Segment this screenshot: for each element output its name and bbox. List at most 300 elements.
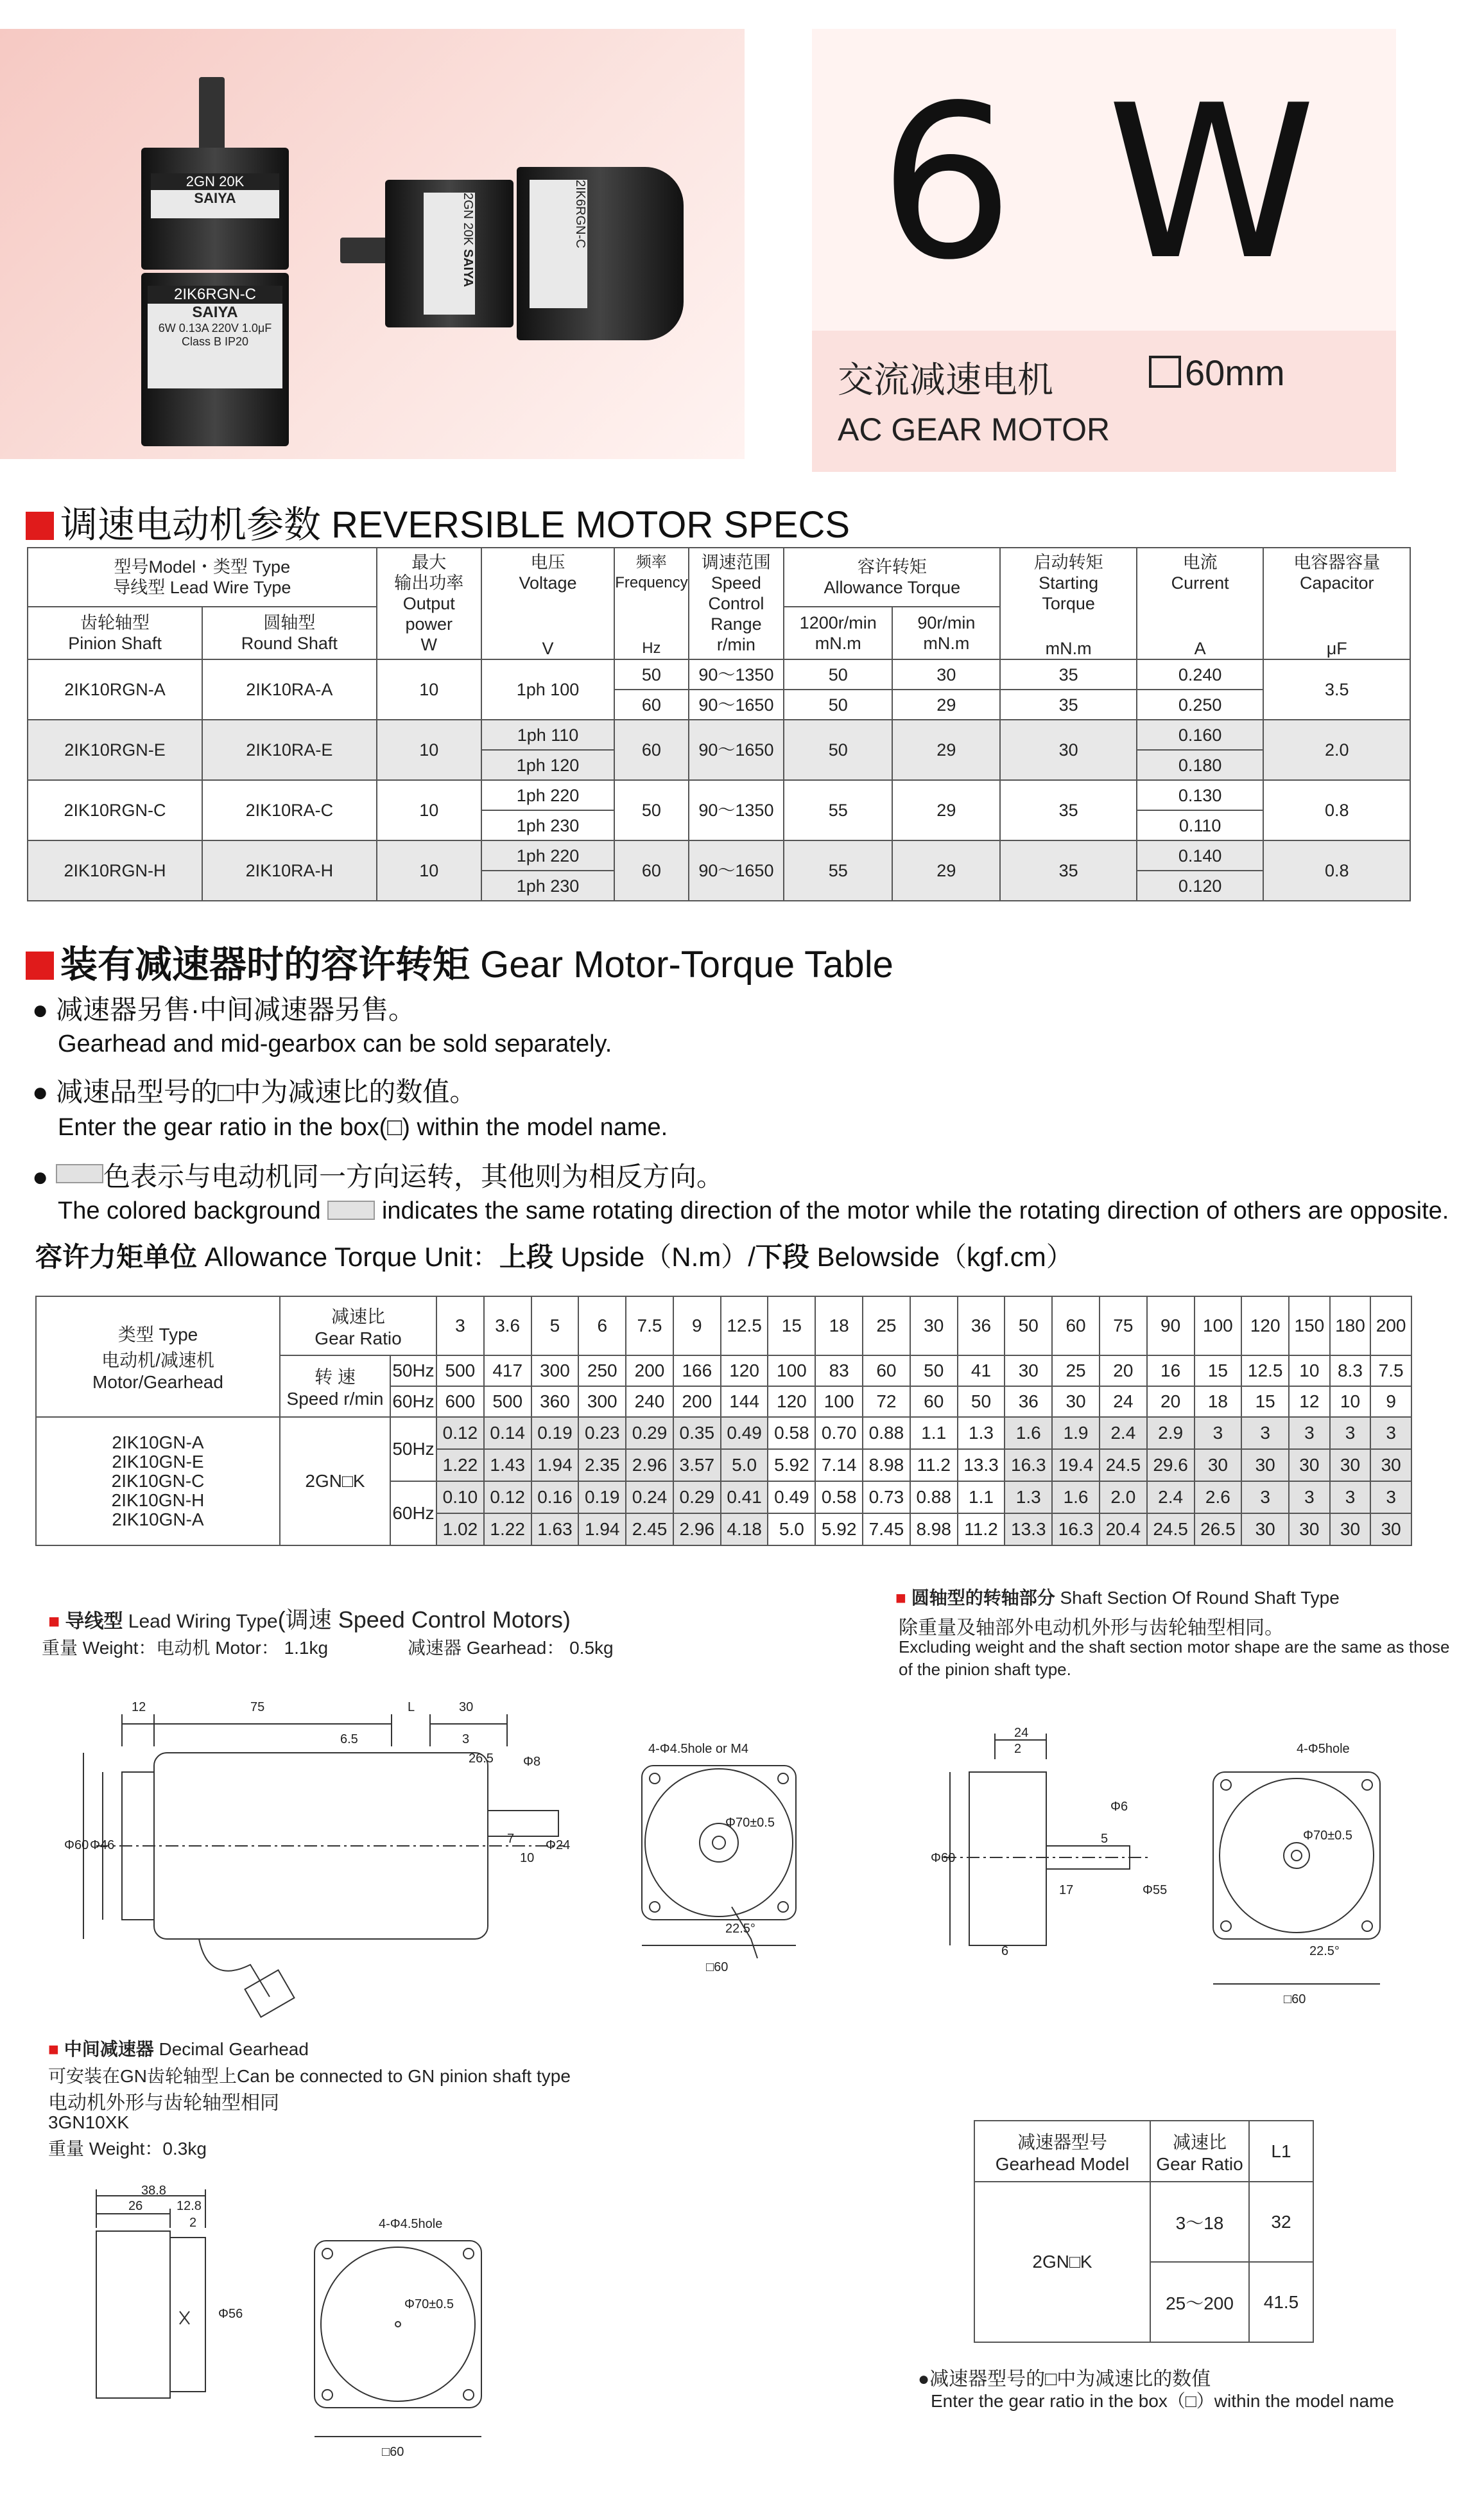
voltage-cell: 1ph 220 <box>481 840 614 871</box>
torque-90-cell: 29 <box>892 690 1000 720</box>
speed-cell: 20 <box>1100 1355 1147 1386</box>
red-square-icon <box>26 952 54 980</box>
bullet-3-cn-text: 色表示与电动机同一方向运转，其他则为相反方向。 <box>103 1161 724 1192</box>
torque-value-cell: 3 <box>1330 1417 1371 1449</box>
speed-cell: 120 <box>721 1355 768 1386</box>
speed-range-header <box>689 548 784 659</box>
speed-cell: 20 <box>1147 1386 1195 1417</box>
capacitor-header <box>1263 548 1410 659</box>
voltage-header-text: 电压 Voltage <box>519 553 577 593</box>
torque-value-cell: 0.49 <box>768 1481 815 1513</box>
motor-photo-2 <box>340 167 700 347</box>
red-dot-icon: ■ <box>48 1611 60 1632</box>
voltage-cell: 1ph 220 <box>481 780 614 810</box>
power-cell: 10 <box>377 659 481 720</box>
torque-value-cell: 13.3 <box>1005 1513 1052 1545</box>
torque-value-cell: 0.58 <box>815 1481 863 1513</box>
bullet-2-cn: ● 减速品型号的□中为减速比的数值。 <box>32 1077 477 1107</box>
speed-cell: 240 <box>626 1386 673 1417</box>
current-header-text: 电流 Current <box>1171 553 1229 593</box>
torque-value-cell: 1.1 <box>958 1481 1005 1513</box>
torque-value-cell: 3 <box>1289 1481 1330 1513</box>
current-cell: 0.130 <box>1137 780 1264 810</box>
round-shaft-side-drawing <box>931 1726 1175 1971</box>
decimal-front-drawing <box>308 2215 513 2472</box>
gearhead-table <box>974 2120 1314 2343</box>
frequency-header <box>614 548 688 659</box>
torque-value-cell: 1.02 <box>436 1513 484 1545</box>
capacitor-header-text: 电容器容量 Capacitor <box>1293 553 1381 593</box>
power-header-text: 最大 输出功率 Output power <box>394 553 464 634</box>
dim-5: 5 <box>1101 1832 1109 1846</box>
speed-header-text: 调速范围 Speed Control Range <box>701 553 771 634</box>
motor-rating-text: 6W 0.13A 220V 1.0μF <box>158 322 272 335</box>
torque-value-cell: 0.41 <box>721 1481 768 1513</box>
gearhead-body <box>141 148 289 270</box>
gh-l1-1: 32 <box>1249 2182 1313 2262</box>
dim-L: L <box>408 1700 415 1714</box>
frequency-cell: 60 <box>614 720 688 780</box>
round-desc-en-1: Excluding weight and the shaft section motor shape are the same as those <box>899 1637 1450 1656</box>
speed-cell: 25 <box>1052 1355 1100 1386</box>
lead-wire-title <box>48 1602 571 1635</box>
motor2-body <box>517 167 684 340</box>
ratio-cell: 90 <box>1147 1296 1195 1355</box>
torque-value-cell: 0.19 <box>578 1481 626 1513</box>
dim-6: 6 <box>1001 1944 1009 1958</box>
dim-phi60: Φ60 <box>931 1851 956 1865</box>
unit-cn-2: 上段 <box>499 1242 553 1272</box>
frequency-cell: 50 <box>614 659 688 690</box>
ratio-cell: 36 <box>958 1296 1005 1355</box>
lead-header-text: 导线型 Lead Wire Type <box>113 578 291 598</box>
speed-range-cell: 90～1350 <box>689 780 784 840</box>
speed-cell: 50 <box>958 1386 1005 1417</box>
pinion-header-en: Pinion Shaft <box>68 634 162 654</box>
torque-value-cell: 30 <box>1195 1449 1242 1481</box>
torque-value-cell: 7.14 <box>815 1449 863 1481</box>
dim-38.8: 38.8 <box>141 2184 166 2198</box>
speed-cell: 500 <box>436 1355 484 1386</box>
bullet-3-en-b: indicates the same rotating direction of the motor while the rotating direction of others are opposite. <box>381 1197 1449 1224</box>
torque-value-cell: 2.45 <box>626 1513 673 1545</box>
round-model-cell: 2IK10RA-H <box>202 840 377 901</box>
dim-30: 30 <box>459 1700 474 1714</box>
dim-6.5: 6.5 <box>340 1732 358 1746</box>
power-header <box>377 548 481 659</box>
torque-value-cell: 0.35 <box>673 1417 721 1449</box>
motor2-brand-text: SAIYA <box>461 248 475 288</box>
current-cell: 0.110 <box>1137 810 1264 840</box>
torque-value-cell: 30 <box>1241 1449 1289 1481</box>
dim-front-square: □60 <box>706 1960 729 1974</box>
torque-value-cell: 8.98 <box>863 1449 910 1481</box>
torque-value-cell: 0.88 <box>910 1481 958 1513</box>
square-icon <box>1149 356 1181 388</box>
voltage-cell: 1ph 120 <box>481 750 614 780</box>
unit-en-1: Allowance Torque Unit： <box>197 1242 499 1272</box>
voltage-unit-text: V <box>542 639 554 658</box>
lead-wire-front-drawing <box>629 1734 822 2010</box>
torque-value-cell: 26.5 <box>1195 1513 1242 1545</box>
gh-model-header: 减速器型号 Gearhead Model <box>974 2121 1150 2182</box>
torque-value-cell: 29.6 <box>1147 1449 1195 1481</box>
model-type-header <box>28 548 377 607</box>
torque-value-cell: 2.9 <box>1147 1417 1195 1449</box>
round-desc-en-2: of the pinion shaft type. <box>899 1660 1071 1679</box>
pinion-model-cell: 2IK10RGN-C <box>28 780 202 840</box>
speed-cell: 300 <box>531 1355 579 1386</box>
torque-value-cell: 2.96 <box>626 1449 673 1481</box>
ratio-cell: 6 <box>578 1296 626 1355</box>
torque-value-cell: 1.63 <box>531 1513 579 1545</box>
ratio-cell: 5 <box>531 1296 579 1355</box>
freq-header-text: 频率 Frequency <box>615 553 688 591</box>
speed-range-cell: 90～1350 <box>689 659 784 690</box>
ratio-cell: 60 <box>1052 1296 1100 1355</box>
speed-cell: 250 <box>578 1355 626 1386</box>
speed-cell: 100 <box>815 1386 863 1417</box>
frequency-cell: 60 <box>614 690 688 720</box>
torque-value-cell: 8.98 <box>910 1513 958 1545</box>
speed-cell: 24 <box>1100 1386 1147 1417</box>
frame-size-label <box>1149 352 1285 394</box>
frame-size-text: 60mm <box>1185 352 1285 393</box>
starting-torque-cell: 35 <box>1000 840 1136 901</box>
dim-round-angle: 22.5° <box>1309 1944 1340 1958</box>
specs-section-title <box>26 494 850 548</box>
torque-value-cell: 19.4 <box>1052 1449 1100 1481</box>
decimal-title-cn: 中间减速器 <box>64 2039 154 2059</box>
capacitor-cell: 0.8 <box>1263 840 1410 901</box>
ratio-cell: 3 <box>436 1296 484 1355</box>
torque-value-cell: 0.24 <box>626 1481 673 1513</box>
torque-value-cell: 2.4 <box>1147 1481 1195 1513</box>
torque-value-cell: 0.23 <box>578 1417 626 1449</box>
dim-17: 17 <box>1059 1883 1074 1897</box>
capacitor-cell: 3.5 <box>1263 659 1410 720</box>
torque-value-cell: 4.18 <box>721 1513 768 1545</box>
dim-2: 2 <box>1014 1742 1022 1756</box>
torque-value-cell: 24.5 <box>1147 1513 1195 1545</box>
torque-value-cell: 0.88 <box>863 1417 910 1449</box>
ratio-header: 减速比 Gear Ratio <box>280 1296 436 1355</box>
speed-cell: 500 <box>484 1386 531 1417</box>
decimal-weight: 重量 Weight：0.3kg <box>48 2139 207 2159</box>
unit-en-2: Upside（N.m）/ <box>553 1242 755 1272</box>
hz-cell: 50Hz <box>390 1417 436 1481</box>
torque-value-cell: 5.92 <box>768 1449 815 1481</box>
dim-phi6: Φ6 <box>1110 1800 1128 1814</box>
dim-26.5: 26.5 <box>469 1752 494 1766</box>
starting-torque-cell: 35 <box>1000 780 1136 840</box>
color-swatch <box>56 1164 103 1183</box>
torque-value-cell: 5.0 <box>768 1513 815 1545</box>
capacitor-cell: 2.0 <box>1263 720 1410 780</box>
dim-front-holes: 4-Φ4.5hole or M4 <box>648 1742 749 1756</box>
torque-header-text: 容许转矩 Allowance Torque <box>824 557 961 598</box>
gh-ratio-header: 减速比 Gear Ratio <box>1150 2121 1249 2182</box>
t90-text: 90r/min <box>917 613 976 633</box>
round-model-cell: 2IK10RA-A <box>202 659 377 720</box>
round-model-cell: 2IK10RA-C <box>202 780 377 840</box>
lead-title-en2: Speed Control Motors) <box>331 1606 571 1633</box>
torque-title-cn: 装有减速器时的容许转矩 <box>60 944 470 986</box>
color-swatch <box>327 1201 375 1220</box>
capacitor-unit-text: μF <box>1326 639 1347 658</box>
motor-brand-text: SAIYA <box>192 304 238 321</box>
hz50-cell: 50Hz <box>390 1355 436 1386</box>
round-header-en: Round Shaft <box>241 634 338 654</box>
gearhead-label <box>151 173 279 218</box>
speed-cell: 60 <box>863 1355 910 1386</box>
speed-cell: 417 <box>484 1355 531 1386</box>
torque-value-cell: 0.29 <box>626 1417 673 1449</box>
torque-value-cell: 2.4 <box>1100 1417 1147 1449</box>
dim-dec-pcd: Φ70±0.5 <box>404 2297 454 2311</box>
ratio-cell: 9 <box>673 1296 721 1355</box>
speed-cell: 30 <box>1052 1386 1100 1417</box>
torque-value-cell: 24.5 <box>1100 1449 1147 1481</box>
torque-value-cell: 0.16 <box>531 1481 579 1513</box>
torque-value-cell: 3 <box>1241 1481 1289 1513</box>
dim-dec-square: □60 <box>382 2445 404 2459</box>
model-header-text: 型号Model・类型 Type <box>114 557 291 577</box>
torque-value-cell: 3 <box>1370 1417 1411 1449</box>
decimal-desc-2: 电动机外形与齿轮轴型相同 <box>48 2092 279 2114</box>
speed-cell: 120 <box>768 1386 815 1417</box>
torque-value-cell: 1.22 <box>484 1513 531 1545</box>
torque-value-cell: 1.94 <box>578 1513 626 1545</box>
torque-value-cell: 2.35 <box>578 1449 626 1481</box>
power-cell: 10 <box>377 840 481 901</box>
torque-value-cell: 11.2 <box>910 1449 958 1481</box>
torque-value-cell: 16.3 <box>1052 1513 1100 1545</box>
round-shaft-front-drawing <box>1207 1727 1399 2016</box>
round-title-cn: 圆轴型的转轴部分 <box>911 1588 1055 1608</box>
motor2-shaft <box>340 238 392 263</box>
pinion-model-cell: 2IK10RGN-E <box>28 720 202 780</box>
torque-unit-line <box>35 1236 1073 1274</box>
round-header <box>202 607 377 659</box>
dim-phi46: Φ46 <box>90 1838 115 1852</box>
lead-title-cn2: (调速 <box>277 1606 332 1633</box>
torque-value-cell: 30 <box>1370 1449 1411 1481</box>
capacitor-cell: 0.8 <box>1263 780 1410 840</box>
motor-class-text: Class B IP20 <box>181 335 249 348</box>
motor2-gearhead-label <box>424 193 475 315</box>
torque-1200-cell: 55 <box>784 780 892 840</box>
bullet-3-cn: ● 色表示与电动机同一方向运转，其他则为相反方向。 <box>32 1161 724 1192</box>
hz60-cell: 60Hz <box>390 1386 436 1417</box>
torque-value-cell: 1.9 <box>1052 1417 1100 1449</box>
model-name: 2IK10GN-C <box>111 1471 205 1491</box>
starting-unit-text: mN.m <box>1045 639 1092 658</box>
pinion-model-cell: 2IK10RGN-A <box>28 659 202 720</box>
speed-cell: 50 <box>910 1355 958 1386</box>
torque-value-cell: 16.3 <box>1005 1449 1052 1481</box>
round-model-cell: 2IK10RA-E <box>202 720 377 780</box>
torque-1200-cell: 50 <box>784 720 892 780</box>
torque-value-cell: 1.3 <box>958 1417 1005 1449</box>
torque-value-cell: 0.73 <box>863 1481 910 1513</box>
model-name: 2IK10GN-H <box>111 1490 205 1510</box>
motor-body <box>141 273 289 446</box>
speed-cell: 166 <box>673 1355 721 1386</box>
model-name: 2IK10GN-E <box>112 1452 204 1472</box>
torque-value-cell: 2.6 <box>1195 1481 1242 1513</box>
voltage-cell: 1ph 100 <box>481 659 614 720</box>
starting-header-text: 启动转矩 Starting Torque <box>1033 553 1103 613</box>
speed-cell: 360 <box>531 1386 579 1417</box>
current-header <box>1137 548 1264 659</box>
torque-value-cell: 2.96 <box>673 1513 721 1545</box>
gearhead-note-en: Enter the gear ratio in the box（□）within the model name <box>931 2391 1394 2411</box>
gh-l1-header: L1 <box>1249 2121 1313 2182</box>
bullet-2-en: Enter the gear ratio in the box(□) within the model name. <box>58 1114 668 1141</box>
dim-12: 12 <box>132 1700 146 1714</box>
torque-value-cell: 0.19 <box>531 1417 579 1449</box>
ratio-cell: 100 <box>1195 1296 1242 1355</box>
gh-ratio-1: 3～18 <box>1150 2182 1249 2262</box>
speed-cell: 144 <box>721 1386 768 1417</box>
ratio-cell: 180 <box>1330 1296 1371 1355</box>
torque-90-header <box>892 607 1000 659</box>
dim-phi24: Φ24 <box>546 1838 571 1852</box>
voltage-header <box>481 548 614 659</box>
torque-value-cell: 0.10 <box>436 1481 484 1513</box>
torque-value-cell: 30 <box>1241 1513 1289 1545</box>
torque-1200-cell: 50 <box>784 690 892 720</box>
motor2-gearhead-text: 2GN 20K <box>461 193 475 246</box>
torque-value-cell: 3.57 <box>673 1449 721 1481</box>
torque-value-cell: 30 <box>1370 1513 1411 1545</box>
torque-90-cell: 30 <box>892 659 1000 690</box>
model-name: 2IK10GN-A <box>112 1432 204 1452</box>
specs-title-text: 调速电动机参数 REVERSIBLE MOTOR SPECS <box>60 504 850 546</box>
ratio-cell: 25 <box>863 1296 910 1355</box>
starting-torque-cell: 35 <box>1000 690 1136 720</box>
speed-cell: 18 <box>1195 1386 1242 1417</box>
speed-cell: 200 <box>626 1355 673 1386</box>
torque-value-cell: 30 <box>1330 1513 1371 1545</box>
dim-26: 26 <box>128 2199 143 2213</box>
power-cell: 10 <box>377 780 481 840</box>
lead-weight: 重量 Weight：电动机 Motor： 1.1kg <box>42 1638 329 1658</box>
torque-value-cell: 30 <box>1289 1513 1330 1545</box>
unit-cn-1: 容许力矩单位 <box>35 1242 198 1272</box>
speed-cell: 8.3 <box>1330 1355 1371 1386</box>
speed-cell: 200 <box>673 1386 721 1417</box>
speed-range-cell: 90～1650 <box>689 690 784 720</box>
starting-torque-header <box>1000 548 1136 659</box>
speed-unit-text: r/min <box>716 635 755 654</box>
speed-cell: 41 <box>958 1355 1005 1386</box>
torque-value-cell: 1.1 <box>910 1417 958 1449</box>
torque-value-cell: 0.49 <box>721 1417 768 1449</box>
torque-value-cell: 11.2 <box>958 1513 1005 1545</box>
speed-cell: 10 <box>1330 1386 1371 1417</box>
current-cell: 0.250 <box>1137 690 1264 720</box>
hz-cell: 60Hz <box>390 1481 436 1545</box>
ratio-cell: 150 <box>1289 1296 1330 1355</box>
ratio-cell: 30 <box>910 1296 958 1355</box>
dim-phi55: Φ55 <box>1143 1883 1168 1897</box>
ratio-cell: 7.5 <box>626 1296 673 1355</box>
decimal-gearhead-title <box>48 2035 309 2061</box>
unit-cn-3: 下段 <box>755 1242 809 1272</box>
decimal-side-drawing <box>90 2184 257 2408</box>
ratio-cell: 75 <box>1100 1296 1147 1355</box>
gearhead-cell: 2GN□K <box>280 1417 390 1545</box>
model-name: 2IK10GN-A <box>112 1509 204 1529</box>
torque-value-cell: 30 <box>1330 1449 1371 1481</box>
power-cell: 10 <box>377 720 481 780</box>
dim-dec-holes: 4-Φ4.5hole <box>379 2217 443 2231</box>
starting-torque-cell: 35 <box>1000 659 1136 690</box>
frequency-cell: 50 <box>614 780 688 840</box>
torque-value-cell: 1.43 <box>484 1449 531 1481</box>
dim-dec-2: 2 <box>189 2216 197 2230</box>
voltage-cell: 1ph 110 <box>481 720 614 750</box>
torque-90-cell: 29 <box>892 840 1000 901</box>
speed-cell: 300 <box>578 1386 626 1417</box>
dim-10: 10 <box>520 1851 535 1865</box>
power-unit-text: W <box>420 635 437 654</box>
bullet-2-cn-text: 减速品型号的□中为减速比的数值。 <box>56 1077 477 1107</box>
round-header-text: 圆轴型 <box>263 613 316 633</box>
dim-phi8: Φ8 <box>523 1755 541 1769</box>
starting-torque-cell: 30 <box>1000 720 1136 780</box>
torque-value-cell: 5.92 <box>815 1513 863 1545</box>
gear-torque-table <box>35 1296 1412 1546</box>
torque-value-cell: 20.4 <box>1100 1513 1147 1545</box>
speed-cell: 10 <box>1289 1355 1330 1386</box>
torque-value-cell: 1.6 <box>1052 1481 1100 1513</box>
torque-value-cell: 3 <box>1370 1481 1411 1513</box>
torque-title-en: Gear Motor-Torque Table <box>480 944 893 986</box>
dim-front-pcd: Φ70±0.5 <box>725 1816 775 1830</box>
torque-value-cell: 0.14 <box>484 1417 531 1449</box>
torque-90-cell: 29 <box>892 780 1000 840</box>
red-square-icon <box>26 512 54 540</box>
current-cell: 0.180 <box>1137 750 1264 780</box>
round-title-en: Shaft Section Of Round Shaft Type <box>1055 1588 1340 1608</box>
torque-90-cell: 29 <box>892 720 1000 780</box>
gh-ratio-2: 25～200 <box>1150 2262 1249 2342</box>
torque-value-cell: 1.6 <box>1005 1417 1052 1449</box>
bullet-3-en <box>58 1197 1449 1225</box>
speed-cell: 83 <box>815 1355 863 1386</box>
dim-phi60: Φ60 <box>64 1838 89 1852</box>
product-name-cn: 交流减速电机 <box>838 360 1053 400</box>
speed-cell: 36 <box>1005 1386 1052 1417</box>
voltage-cell: 1ph 230 <box>481 810 614 840</box>
round-desc-cn: 除重量及轴部外电动机外形与齿轮轴型相同。 <box>899 1617 1284 1639</box>
dim-12.8: 12.8 <box>177 2199 202 2213</box>
current-unit-text: A <box>1194 639 1206 658</box>
product-name-en: AC GEAR MOTOR <box>838 412 1110 448</box>
freq-unit-text: Hz <box>642 639 661 657</box>
t1200-unit: mN.m <box>815 634 861 654</box>
lead-title-en: Lead Wiring Type <box>123 1611 278 1632</box>
speed-cell: 7.5 <box>1370 1355 1411 1386</box>
speed-range-cell: 90～1650 <box>689 720 784 780</box>
power-rating-title: 6 W <box>879 60 1329 306</box>
current-cell: 0.120 <box>1137 871 1264 901</box>
red-dot-icon: ■ <box>895 1588 906 1608</box>
red-dot-icon: ■ <box>48 2039 59 2059</box>
